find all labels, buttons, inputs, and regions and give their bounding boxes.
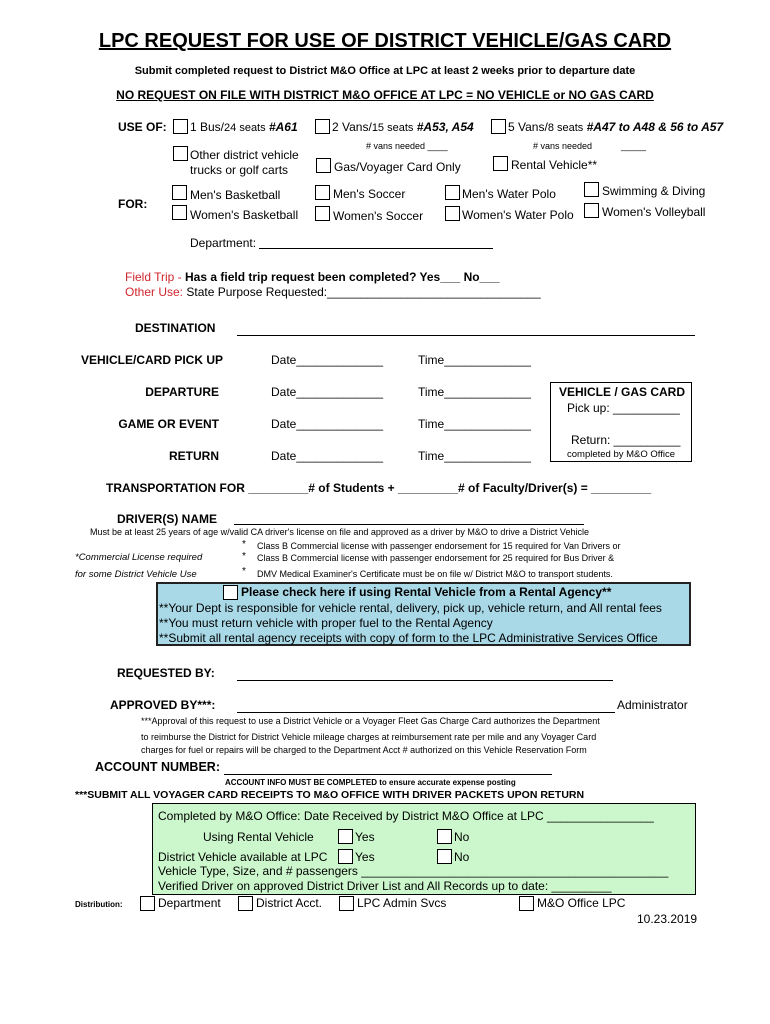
other-use-label: Other Use: [125,285,187,299]
womens-water-polo-label: Women's Water Polo [462,208,574,222]
dist-lpc-checkbox[interactable] [339,896,354,911]
asterisk-2: * [242,551,246,562]
submit-receipts: ***SUBMIT ALL VOYAGER CARD RECEIPTS TO M&O OFFICE WITH DRIVER PACKETS UPON RETURN [75,789,585,801]
womens-basketball-label: Women's Basketball [190,208,299,222]
vgc-pickup[interactable]: Pick up: __________ [567,401,680,415]
using-rental-yes: Yes [355,830,375,844]
bus-option [190,120,298,134]
vans5-code: #A47 to A48 & 56 to A57 [586,120,724,134]
vans2-checkbox[interactable] [315,119,330,134]
vans5-seats: 8 seats [547,122,584,134]
administrator-label: Administrator [617,698,688,712]
vans2-seats: 15 seats [371,122,414,134]
departure-label: DEPARTURE [145,385,219,399]
mo-vehicle-type: Vehicle Type, Size, and # passengers ______________________________________________ [158,864,669,878]
field-trip-question: Has a field trip request been completed? Yes___ No___ [185,270,500,284]
dist-mo-checkbox[interactable] [519,896,534,911]
mens-soccer-label: Men's Soccer [333,187,406,201]
commercial-note-1: *Commercial License required [75,552,203,563]
departure-date[interactable]: Date_____________ [271,385,384,399]
rental-vehicle-label: Rental Vehicle** [511,158,598,172]
subtitle: Submit completed request to District M&O Office at LPC at least 2 weeks prior to departure date [134,65,636,77]
mo-office-box [152,803,696,895]
womens-volleyball-label: Women's Volleyball [602,205,706,219]
department-label: Department: [190,236,257,250]
requested-by-label: REQUESTED BY: [117,666,215,680]
rental-vehicle-checkbox[interactable] [493,156,508,171]
dist-department-checkbox[interactable] [140,896,155,911]
available-yes-checkbox[interactable] [338,849,353,864]
approval-note-2: to reimburse the District for District Vehicle mileage charges at reimbursement rate per mile and any Voyager Card [141,732,597,742]
mens-water-polo-checkbox[interactable] [445,185,460,200]
bus-label: 1 Bus/ [190,120,225,134]
transportation-text: TRANSPORTATION FOR _________# of Students + _________# of Faculty/Driver(s) = _________ [106,481,652,495]
vans2-code: #A53, A54 [416,120,474,134]
drivers-age-note: Must be at least 25 years of age w/valid CA driver's license on file and approved as a driver by M&O to drive a District Vehicle [90,527,589,537]
for-label: FOR: [118,197,148,211]
mo-using-rental: Using Rental Vehicle [203,830,314,844]
notice: NO REQUEST ON FILE WITH DISTRICT M&O OFFICE AT LPC = NO VEHICLE or NO GAS CARD [116,88,654,102]
return-date[interactable]: Date_____________ [271,449,384,463]
other-vehicle-label-2: trucks or golf carts [190,163,289,177]
account-number-line[interactable] [224,774,552,775]
rental-agency-box [156,582,691,646]
pickup-label: VEHICLE/CARD PICK UP [80,353,223,367]
womens-water-polo-checkbox[interactable] [445,206,460,221]
mens-basketball-checkbox[interactable] [172,185,187,200]
game-label: GAME OR EVENT [118,417,219,431]
vgc-note: completed by M&O Office [567,449,676,460]
vehicle-gas-card-box [550,382,692,462]
asterisk-3: * [242,566,246,577]
womens-soccer-label: Women's Soccer [333,209,424,223]
game-date[interactable]: Date_____________ [271,417,384,431]
destination-line[interactable] [237,335,695,336]
rental-agency-checkbox[interactable] [223,585,238,600]
vans5-label: 5 Vans/ [508,120,548,134]
approval-note-1: ***Approval of this request to use a District Vehicle or a Voyager Fleet Gas Charge Card authorizes the Department [141,716,600,726]
field-trip-row [125,270,500,284]
dist-department: Department [158,896,221,910]
field-trip-label: Field Trip - [125,270,186,284]
vans5-needed-blank: _____ [621,141,647,151]
available-no-checkbox[interactable] [437,849,452,864]
classb-25: Class B Commercial license with passenger endorsement for 25 required for Bus Driver & [257,553,615,563]
dist-district: District Acct. [256,896,323,910]
gas-card-checkbox[interactable] [316,158,331,173]
womens-volleyball-checkbox[interactable] [584,203,599,218]
dist-district-checkbox[interactable] [238,896,253,911]
account-note: ACCOUNT INFO MUST BE COMPLETED to ensure accurate expense posting [225,778,516,787]
mo-available: District Vehicle available at LPC [158,850,328,864]
bus-seats: 24 seats [224,122,266,134]
use-of-label: USE OF: [118,120,167,134]
account-number-label: ACCOUNT NUMBER: [95,760,220,774]
vans5-option [508,120,723,134]
dist-lpc: LPC Admin Svcs [357,896,447,910]
vans5-checkbox[interactable] [491,119,506,134]
destination-label: DESTINATION [135,321,216,335]
vgc-title: VEHICLE / GAS CARD [559,385,686,399]
departure-time[interactable]: Time_____________ [418,385,531,399]
rental-line-3: **Submit all rental agency receipts with copy of form to the LPC Administrative Services Office [159,631,658,645]
revision-date: 10.23.2019 [637,912,698,926]
using-rental-no: No [454,830,470,844]
available-no: No [454,850,470,864]
vans2-needed: # vans needed ____ [366,141,448,151]
other-vehicle-checkbox[interactable] [173,146,188,161]
swimming-checkbox[interactable] [584,182,599,197]
gas-card-label: Gas/Voyager Card Only [334,160,461,174]
requested-by-line[interactable] [237,680,613,681]
pickup-date[interactable]: Date_____________ [271,353,384,367]
rental-header: Please check here if using Rental Vehicle from a Rental Agency** [241,585,612,599]
page-title: LPC REQUEST FOR USE OF DISTRICT VEHICLE/GAS CARD [98,30,672,52]
mens-water-polo-label: Men's Water Polo [462,187,556,201]
asterisk-1: * [242,539,246,550]
drivers-label: DRIVER(S) NAME [117,512,218,526]
dist-mo: M&O Office LPC [537,896,626,910]
using-rental-no-checkbox[interactable] [437,829,452,844]
return-label: RETURN [169,449,219,463]
rental-line-2: **You must return vehicle with proper fuel to the Rental Agency [159,616,493,630]
mo-completed: Completed by M&O Office: Date Received by District M&O Office at LPC ________________ [158,809,654,823]
return-time[interactable]: Time_____________ [418,449,531,463]
swimming-label: Swimming & Diving [602,184,706,198]
bus-code: #A61 [268,120,298,134]
game-time[interactable]: Time_____________ [418,417,531,431]
other-use-text: State Purpose Requested:________________________________ [186,285,541,299]
approval-note-3: charges for fuel or repairs will be charged to the Department Acct # authorized on this Vehicle Reservation Form [141,745,587,755]
commercial-note-2: for some District Vehicle Use [75,569,197,580]
using-rental-yes-checkbox[interactable] [338,829,353,844]
bus-checkbox[interactable] [173,119,188,134]
department-line[interactable] [259,248,493,249]
vgc-return[interactable]: Return: __________ [571,433,681,447]
other-vehicle-label-1: Other district vehicle [190,148,299,162]
vans2-label: 2 Vans/ [332,120,372,134]
pickup-time[interactable]: Time_____________ [418,353,531,367]
rental-line-1: **Your Dept is responsible for vehicle rental, delivery, pick up, vehicle return, and All rental fees [159,601,662,615]
available-yes: Yes [355,850,375,864]
mens-soccer-checkbox[interactable] [315,185,330,200]
classb-15: Class B Commercial license with passenger endorsement for 15 required for Van Drivers or [257,541,621,551]
approved-by-label: APPROVED BY***: [110,698,216,712]
other-use-row [125,285,541,299]
approved-by-line[interactable] [237,712,615,713]
mo-verified: Verified Driver on approved District Driver List and All Records up to date: _________ [158,879,612,893]
distribution-label: Distribution: [75,900,123,909]
vans5-needed: # vans needed [533,141,593,151]
womens-basketball-checkbox[interactable] [172,205,187,220]
drivers-line[interactable] [234,524,584,525]
vans2-option [332,120,474,134]
mens-basketball-label: Men's Basketball [190,188,281,202]
medical-note: DMV Medical Examiner's Certificate must be on file w/ District M&O to transport students. [257,569,613,579]
transportation-row [106,481,651,495]
womens-soccer-checkbox[interactable] [315,206,330,221]
